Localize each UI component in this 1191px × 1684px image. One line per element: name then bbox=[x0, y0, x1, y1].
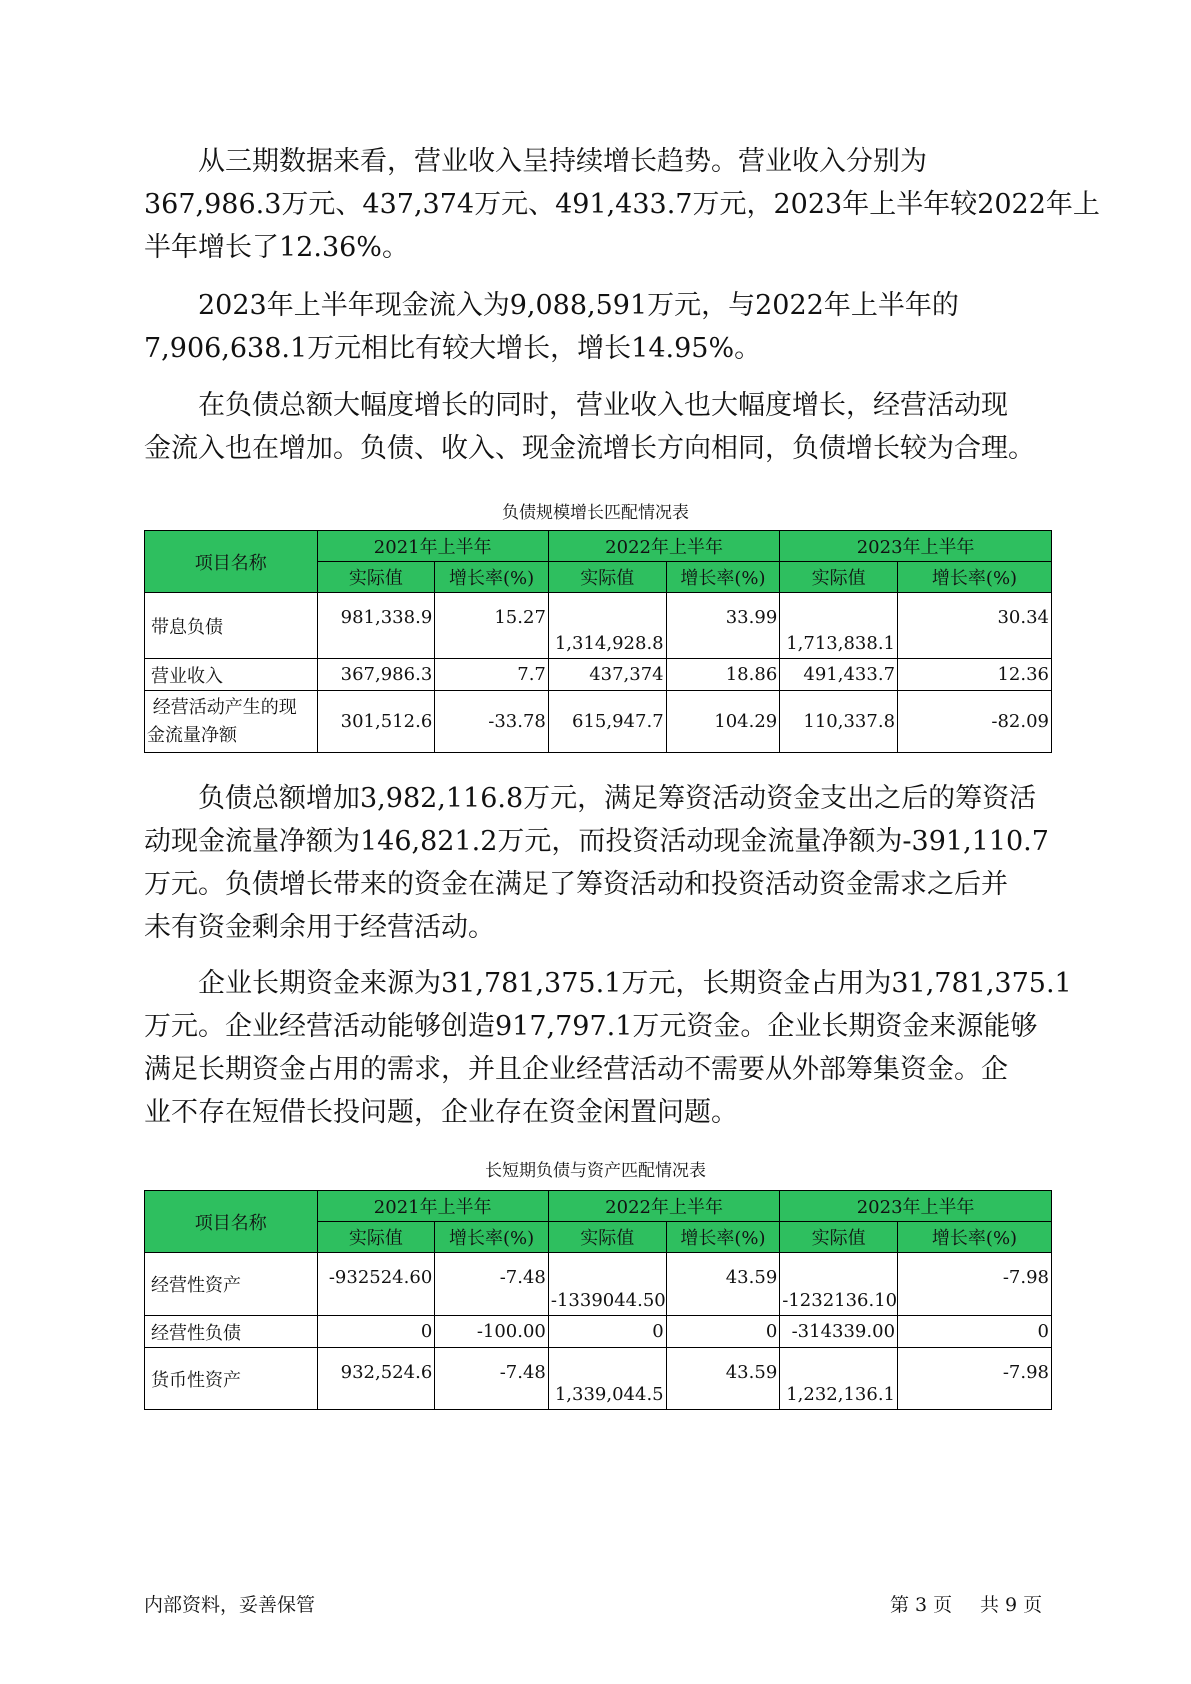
table-row bbox=[145, 1316, 1052, 1348]
cell-value: 110,337.8 bbox=[780, 691, 898, 753]
table-header-row bbox=[145, 531, 1052, 562]
header-period: 2023年上半年 bbox=[780, 531, 1052, 562]
row-name bbox=[145, 691, 318, 753]
cell-value: -7.98 bbox=[898, 1348, 1052, 1410]
cell-value: 437,374 bbox=[548, 659, 666, 691]
text-line: 7,906,638.1万元相比有较大增长，增长14.95%。 bbox=[144, 333, 762, 364]
header-period: 2021年上半年 bbox=[317, 1191, 548, 1222]
text-line: 未有资金剩余用于经营活动。 bbox=[144, 912, 495, 943]
cell-value: 981,338.9 bbox=[317, 593, 435, 659]
header-item-name: 项目名称 bbox=[145, 1191, 318, 1253]
table-row bbox=[145, 691, 1052, 753]
subheader-actual: 实际值 bbox=[317, 562, 435, 593]
cell-value: -7.48 bbox=[435, 1348, 549, 1410]
cell-value: 932,524.6 bbox=[317, 1348, 435, 1410]
text-line: 负债总额增加3,982,116.8万元，满足筹资活动资金支出之后的筹资活 bbox=[144, 783, 1037, 814]
header-period: 2021年上半年 bbox=[317, 531, 548, 562]
cell-value: 104.29 bbox=[666, 691, 780, 753]
paragraph-debt-funding bbox=[144, 777, 1054, 949]
table2-caption: 长短期负债与资产匹配情况表 bbox=[485, 1161, 706, 1181]
table-row bbox=[145, 1253, 1052, 1316]
cell-value: 7.7 bbox=[435, 659, 549, 691]
cell-value: 491,433.7 bbox=[780, 659, 898, 691]
cell-value: 0 bbox=[898, 1316, 1052, 1348]
cell-value: -7.48 bbox=[435, 1253, 549, 1316]
cell-value: 43.59 bbox=[666, 1253, 780, 1316]
cell-value: 15.27 bbox=[435, 593, 549, 659]
cell-value: 1,314,928.8 bbox=[548, 593, 666, 659]
cell-value: 615,947.7 bbox=[548, 691, 666, 753]
row-name: 营业收入 bbox=[145, 659, 318, 691]
cell-value: -932524.60 bbox=[317, 1253, 435, 1316]
subheader-growth: 增长率(%) bbox=[666, 1222, 780, 1253]
cell-value: -82.09 bbox=[898, 691, 1052, 753]
subheader-growth: 增长率(%) bbox=[898, 1222, 1052, 1253]
cell-value: -314339.00 bbox=[780, 1316, 898, 1348]
cell-value: -1232136.10 bbox=[780, 1253, 898, 1316]
cell-value: 0 bbox=[666, 1316, 780, 1348]
row-name-line: 经营活动产生的现 bbox=[147, 696, 297, 718]
paragraph-revenue-trend bbox=[144, 140, 1100, 269]
footer-page-number: 第 3 页 bbox=[890, 1594, 953, 1616]
subheader-actual: 实际值 bbox=[548, 562, 666, 593]
subheader-growth: 增长率(%) bbox=[435, 562, 549, 593]
cell-value: -33.78 bbox=[435, 691, 549, 753]
text-line: 金流入也在增加。负债、收入、现金流增长方向相同，负债增长较为合理。 bbox=[144, 433, 1035, 464]
text-line: 半年增长了12.36%。 bbox=[144, 232, 409, 263]
cell-value: 33.99 bbox=[666, 593, 780, 659]
text-line: 业不存在短借长投问题，企业存在资金闲置问题。 bbox=[144, 1097, 738, 1128]
paragraph-long-term-funds bbox=[144, 962, 1072, 1134]
debt-asset-match-table bbox=[144, 1190, 1052, 1410]
paragraph-cash-inflow bbox=[144, 284, 1054, 370]
footer-confidential-note: 内部资料，妥善保管 bbox=[144, 1594, 316, 1616]
row-name: 带息负债 bbox=[145, 593, 318, 659]
cell-value: 1,713,838.1 bbox=[780, 593, 898, 659]
table-row bbox=[145, 659, 1052, 691]
table1-caption: 负债规模增长匹配情况表 bbox=[502, 503, 689, 523]
table-header-row bbox=[145, 1191, 1052, 1222]
cell-value: 0 bbox=[548, 1316, 666, 1348]
header-period: 2022年上半年 bbox=[548, 531, 779, 562]
text-line: 动现金流量净额为146,821.2万元，而投资活动现金流量净额为-391,110.7 bbox=[144, 826, 1049, 857]
cell-value: 0 bbox=[317, 1316, 435, 1348]
table-row bbox=[145, 593, 1052, 659]
cell-value: -100.00 bbox=[435, 1316, 549, 1348]
text-line: 企业长期资金来源为31,781,375.1万元，长期资金占用为31,781,375.1 bbox=[144, 968, 1072, 999]
row-name-line: 金流量净额 bbox=[147, 724, 237, 746]
cell-value: -1339044.50 bbox=[548, 1253, 666, 1316]
cell-value: 1,232,136.1 bbox=[780, 1348, 898, 1410]
text-line: 万元。企业经营活动能够创造917,797.1万元资金。企业长期资金来源能够 bbox=[144, 1011, 1038, 1042]
subheader-actual: 实际值 bbox=[317, 1222, 435, 1253]
table-row bbox=[145, 1348, 1052, 1410]
row-name: 经营性负债 bbox=[145, 1316, 318, 1348]
cell-value: 12.36 bbox=[898, 659, 1052, 691]
cell-value: 1,339,044.5 bbox=[548, 1348, 666, 1410]
cell-value: 367,986.3 bbox=[317, 659, 435, 691]
cell-value: 18.86 bbox=[666, 659, 780, 691]
subheader-growth: 增长率(%) bbox=[435, 1222, 549, 1253]
debt-scale-table bbox=[144, 530, 1052, 753]
cell-value: -7.98 bbox=[898, 1253, 1052, 1316]
subheader-growth: 增长率(%) bbox=[666, 562, 780, 593]
cell-value: 30.34 bbox=[898, 593, 1052, 659]
subheader-growth: 增长率(%) bbox=[898, 562, 1052, 593]
text-line: 367,986.3万元、437,374万元、491,433.7万元，2023年上半年较2022年上 bbox=[144, 189, 1100, 220]
header-period: 2023年上半年 bbox=[780, 1191, 1052, 1222]
header-period: 2022年上半年 bbox=[548, 1191, 779, 1222]
text-line: 从三期数据来看，营业收入呈持续增长趋势。营业收入分别为 bbox=[144, 146, 927, 177]
cell-value: 43.59 bbox=[666, 1348, 780, 1410]
text-line: 在负债总额大幅度增长的同时，营业收入也大幅度增长，经营活动现 bbox=[144, 390, 1008, 421]
text-line: 2023年上半年现金流入为9,088,591万元，与2022年上半年的 bbox=[144, 290, 959, 321]
cell-value: 301,512.6 bbox=[317, 691, 435, 753]
subheader-actual: 实际值 bbox=[780, 1222, 898, 1253]
subheader-actual: 实际值 bbox=[780, 562, 898, 593]
row-name: 经营性资产 bbox=[145, 1253, 318, 1316]
text-line: 万元。负债增长带来的资金在满足了筹资活动和投资活动资金需求之后并 bbox=[144, 869, 1008, 900]
paragraph-debt-growth bbox=[144, 384, 1054, 470]
row-name: 货币性资产 bbox=[145, 1348, 318, 1410]
header-item-name: 项目名称 bbox=[145, 531, 318, 593]
footer-page-total: 共 9 页 bbox=[980, 1594, 1043, 1616]
text-line: 满足长期资金占用的需求，并且企业经营活动不需要从外部筹集资金。企 bbox=[144, 1054, 1008, 1085]
subheader-actual: 实际值 bbox=[548, 1222, 666, 1253]
